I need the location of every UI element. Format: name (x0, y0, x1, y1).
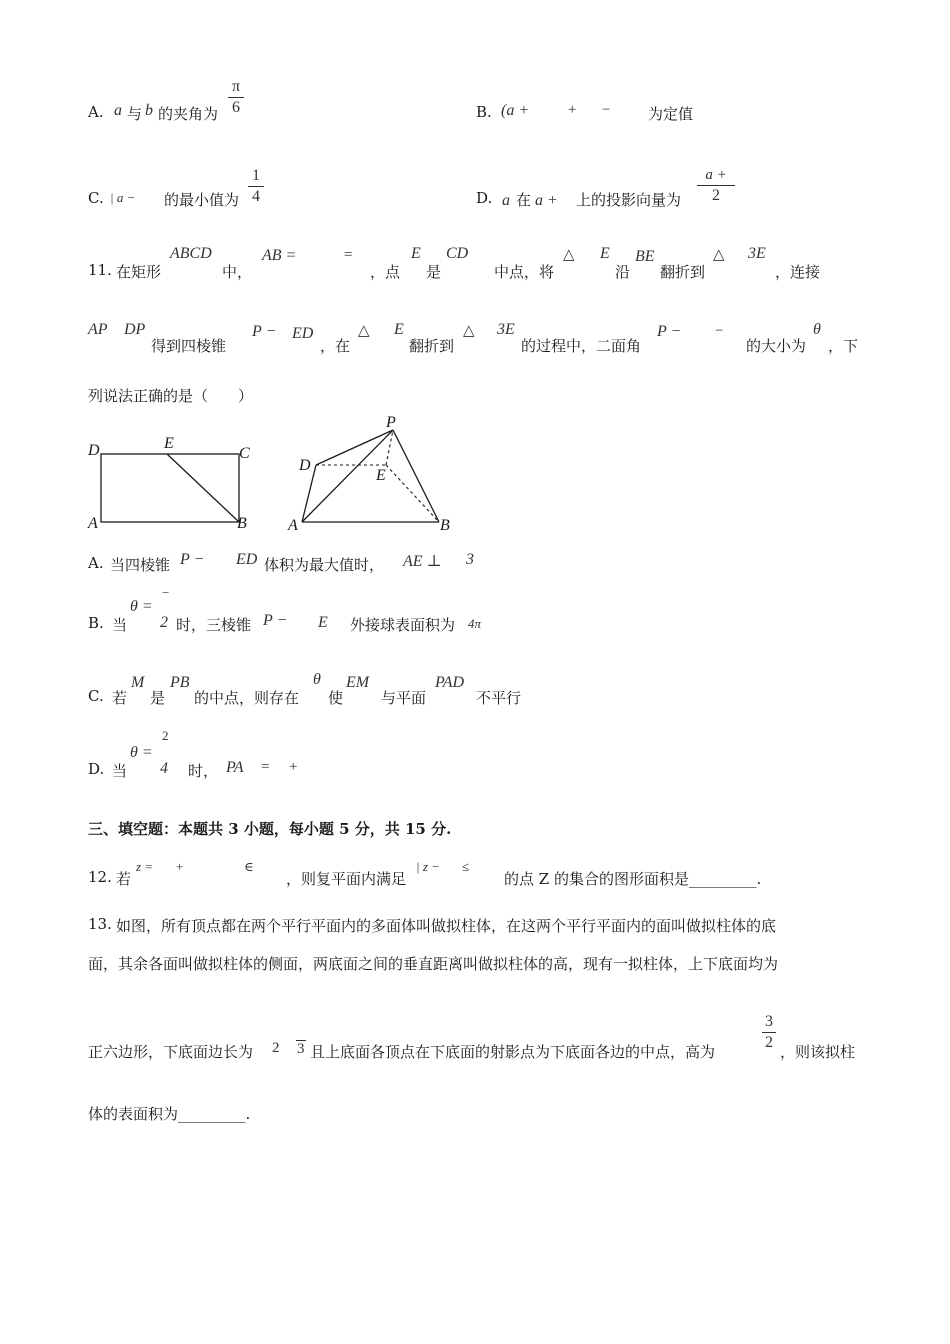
math: △ (463, 323, 475, 339)
math: PB (170, 674, 190, 691)
question-number: 13. (88, 915, 112, 933)
text: 的点 Z 的集合的图形面积是_________. (504, 870, 762, 888)
text: 的中点，则存在 (194, 689, 300, 707)
math: E (394, 321, 404, 338)
text: 沿 (615, 263, 631, 281)
text: ，连接 (775, 263, 821, 281)
math: P − (180, 551, 205, 568)
fig2-label-d: D (299, 457, 311, 474)
q13-line-4: 体的表面积为_________. (88, 1105, 251, 1123)
math: θ = (130, 744, 153, 761)
text: ，在 (320, 337, 351, 355)
fraction (228, 78, 244, 117)
frac-num: 3 (765, 1013, 773, 1030)
text: ，则该拟柱 (780, 1043, 856, 1061)
text: 中点，将 (494, 263, 555, 281)
math: P − (263, 612, 288, 629)
text: 的大小为 (746, 337, 807, 355)
math: PA (226, 759, 244, 776)
math: 4π (468, 616, 482, 631)
figure-pyramid (287, 414, 450, 534)
text: 与平面 (381, 689, 427, 707)
math: △ (713, 247, 725, 263)
math: ∈ (244, 859, 254, 874)
text: 时， (188, 762, 219, 780)
math: AE ⊥ (403, 553, 442, 570)
math: AB = (262, 247, 297, 264)
math: ABCD (170, 245, 212, 262)
fig2-label-e: E (376, 467, 386, 484)
text: 翻折到 (409, 337, 455, 355)
math: AP (88, 321, 108, 338)
math: ED (292, 325, 314, 342)
math: 3E (748, 245, 766, 262)
frac-num: π (231, 78, 241, 95)
section-title: 三、填空题：本题共 3 小题，每小题 5 分，共 15 分. (88, 820, 452, 838)
q13-line-1: 如图，所有顶点都在两个平行平面内的多面体叫做拟柱体，在这两个平行平面内的面叫做拟柱体的底 (116, 917, 777, 935)
option-label: C. (88, 189, 104, 207)
math: P − (657, 323, 682, 340)
fig2-label-b: B (440, 517, 450, 534)
text: ，下 (828, 337, 859, 355)
text: 与 (127, 105, 143, 123)
math: E (318, 614, 328, 631)
frac-num: 1 (252, 167, 260, 184)
text: 当四棱锥 (110, 556, 171, 574)
math: △ (358, 323, 370, 339)
text: 翻折到 (660, 263, 706, 281)
math: = (261, 759, 270, 775)
q11-figures (80, 408, 480, 536)
math: + (289, 759, 298, 775)
math: a (502, 192, 510, 209)
fig2-label-p: P (386, 414, 396, 431)
option-label: D. (476, 189, 493, 207)
text: 上的投影向量为 (576, 191, 682, 209)
math: + (568, 102, 577, 118)
frac-den: 2 (712, 187, 720, 204)
math: E (600, 245, 610, 262)
math: θ = (130, 598, 153, 615)
math: θ (813, 321, 821, 338)
fraction (697, 167, 735, 205)
math: ≤ (462, 859, 470, 874)
fig1-label-e: E (164, 435, 174, 452)
math: z = (136, 859, 154, 874)
text: 的夹角为 (158, 105, 219, 123)
math: − (602, 102, 611, 118)
frac-num: a + (705, 167, 727, 183)
text: 时，三棱锥 (176, 616, 252, 634)
fig1-label-b: B (237, 515, 247, 532)
text: 中， (222, 263, 253, 281)
figure-rectangle (87, 435, 250, 532)
math: △ (563, 247, 575, 263)
text: 得到四棱锥 (151, 337, 227, 355)
fig2-label-a: A (288, 517, 298, 534)
fraction (248, 167, 264, 206)
option-label: C. (88, 687, 104, 705)
math: 2 (272, 1040, 280, 1056)
fig1-label-d: D (88, 442, 100, 459)
math: CD (446, 245, 469, 262)
option-label: A. (88, 554, 104, 572)
text: 若 (112, 689, 128, 707)
text: 为定值 (648, 105, 694, 123)
option-label: B. (476, 103, 492, 121)
frac-den: 4 (160, 760, 168, 777)
math: BE (635, 248, 655, 265)
frac-num: − (162, 585, 170, 600)
math: a + (535, 192, 558, 209)
math: + (176, 859, 184, 874)
math-vector-b: b (145, 102, 153, 119)
math: M (131, 674, 145, 691)
frac-den: 2 (160, 614, 168, 631)
text: 外接球表面积为 (350, 616, 456, 634)
math-sqrt: 3 (297, 1041, 305, 1057)
text: 是 (150, 689, 166, 707)
math: θ (313, 671, 321, 688)
q11-line-3: 列说法正确的是（ ） (88, 387, 254, 405)
option-label: B. (88, 614, 104, 632)
math: 3 (466, 551, 474, 568)
math: | a − (110, 190, 136, 205)
math: EM (346, 674, 370, 691)
frac-den: 2 (765, 1034, 773, 1051)
text: 且上底面各顶点在下底面的射影点为下底面各边的中点，高为 (310, 1043, 716, 1061)
math: DP (124, 321, 146, 338)
text: ，则复平面内满足 (286, 870, 407, 888)
text: ，点 (370, 263, 401, 281)
frac-num: 2 (162, 728, 169, 743)
segment-pb (393, 430, 439, 522)
math: 3E (497, 321, 515, 338)
fig1-label-a: A (88, 515, 98, 532)
question-number: 11. (88, 261, 112, 279)
math: E (411, 245, 421, 262)
option-label: D. (88, 760, 105, 778)
frac-den: 4 (252, 188, 260, 205)
text: 体积为最大值时， (264, 556, 385, 574)
math-vector-a: a (114, 102, 122, 119)
option-label: A. (88, 103, 104, 121)
math: | z − (416, 859, 440, 874)
text: 在矩形 (116, 263, 162, 281)
math: PAD (435, 674, 465, 691)
q13-line-2: 面，其余各面叫做拟柱体的侧面，两底面之间的垂直距离叫做拟柱体的高，现有一拟柱体，上下底面均为 (88, 955, 779, 973)
text: 正六边形，下底面边长为 (88, 1043, 254, 1061)
frac-den: 6 (232, 99, 240, 116)
text: 在 (516, 191, 532, 209)
math: = (344, 247, 353, 263)
text: 若 (116, 870, 132, 888)
text: 的过程中，二面角 (521, 337, 642, 355)
rectangle-abcd (101, 454, 239, 522)
fig1-label-c: C (239, 445, 250, 462)
segment-eb-hidden (386, 465, 439, 522)
fraction (762, 1013, 776, 1052)
segment-dp (316, 430, 393, 465)
math: ED (236, 551, 258, 568)
text: 当 (112, 762, 128, 780)
text: 使 (328, 689, 344, 707)
text: 当 (112, 616, 128, 634)
math: P − (252, 323, 277, 340)
text: 不平行 (476, 689, 522, 707)
question-number: 12. (88, 868, 112, 886)
math: − (715, 323, 724, 339)
segment-eb (167, 454, 239, 522)
text: 是 (426, 263, 442, 281)
text: 的最小值为 (164, 191, 240, 209)
math: (a + (501, 102, 530, 119)
